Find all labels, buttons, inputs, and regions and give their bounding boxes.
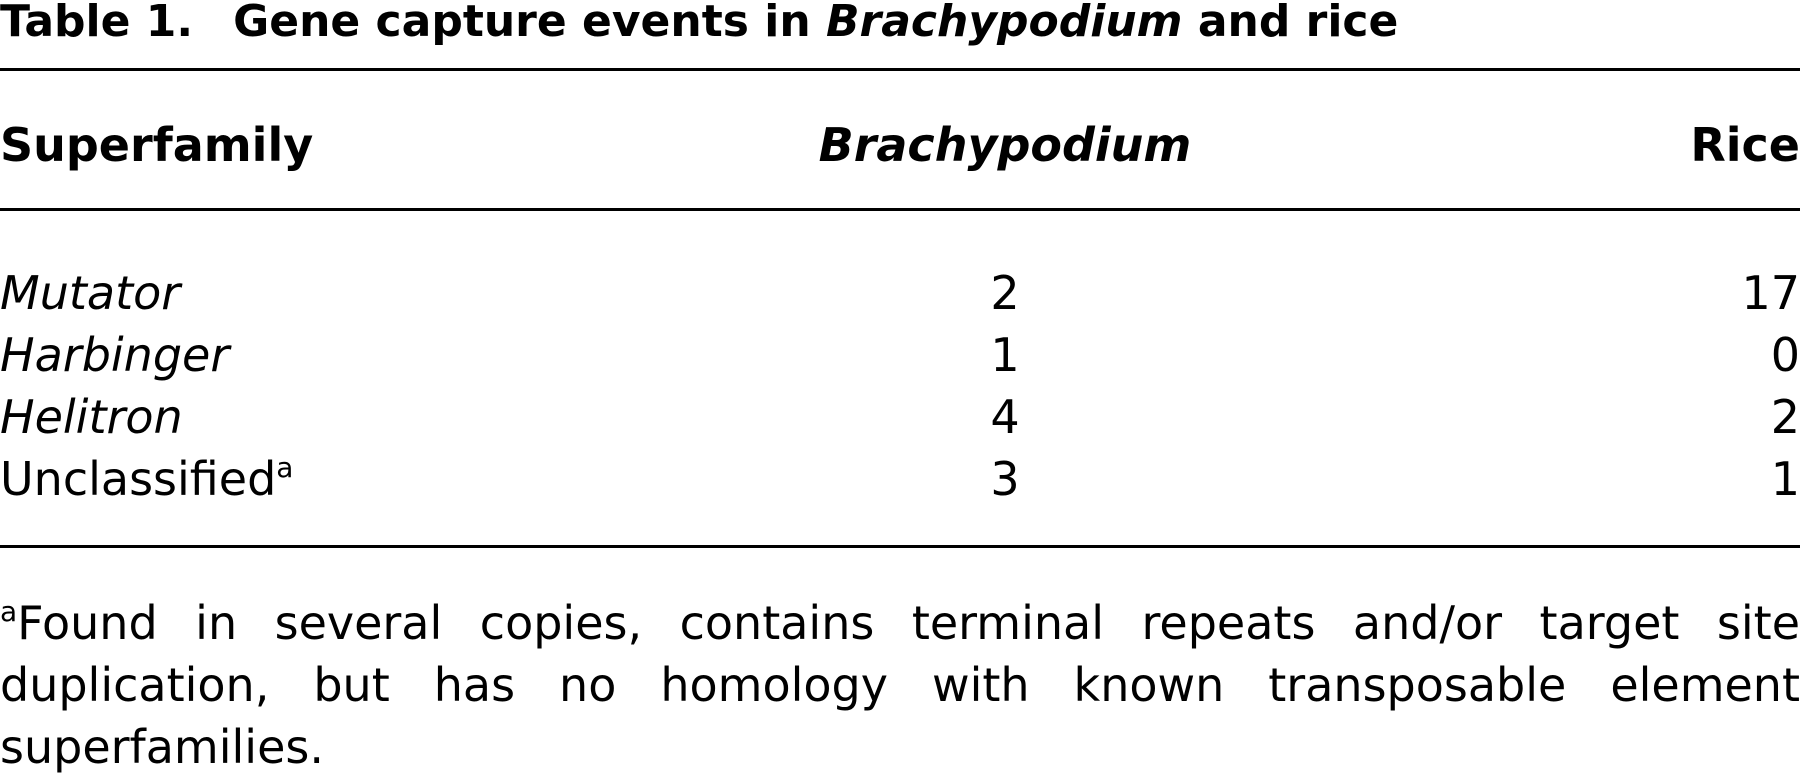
cell-rice: 1: [1770, 452, 1800, 506]
cell-rice: 2: [1770, 390, 1800, 444]
cell-brachypodium: 4: [990, 390, 1020, 444]
cell-superfamily: Mutator: [0, 266, 181, 320]
table-row: [0, 448, 1800, 510]
cell-rice: 0: [1770, 328, 1800, 382]
footnote-marker: a: [0, 595, 18, 628]
cell-brachypodium: 1: [990, 328, 1020, 382]
header-rice: Rice: [1690, 118, 1800, 172]
table-header: [0, 117, 1800, 173]
cell-superfamily: Helitron: [0, 390, 183, 444]
header-rule: [0, 208, 1800, 211]
header-brachypodium: Brachypodium: [818, 118, 1192, 172]
table-footnote: [0, 592, 1800, 778]
table-title-species: Brachypodium: [826, 0, 1183, 47]
table-title: [0, 0, 1399, 47]
footnote-marker: a: [276, 451, 294, 484]
table-title-text: Gene capture events in: [233, 0, 826, 47]
table-title-suffix: and rice: [1182, 0, 1399, 47]
cell-rice: 17: [1741, 266, 1800, 320]
table-row: [0, 386, 1800, 448]
cell-superfamily: [0, 448, 293, 510]
top-rule: [0, 68, 1800, 71]
header-superfamily: Superfamily: [0, 118, 314, 172]
footnote-text: Found in several copies, contains terminal repeats and/or target site duplication, but has no homology with known transposable element superfamilies.: [0, 596, 1800, 774]
table-number: Table 1.: [0, 0, 194, 47]
cell-brachypodium: 3: [990, 452, 1020, 506]
table-row: [0, 324, 1800, 386]
table-row: [0, 262, 1800, 324]
cell-brachypodium: 2: [990, 266, 1020, 320]
cell-superfamily: Harbinger: [0, 328, 230, 382]
bottom-rule: [0, 545, 1800, 548]
cell-superfamily-text: Unclassified: [0, 452, 277, 506]
table-body: [0, 262, 1800, 510]
